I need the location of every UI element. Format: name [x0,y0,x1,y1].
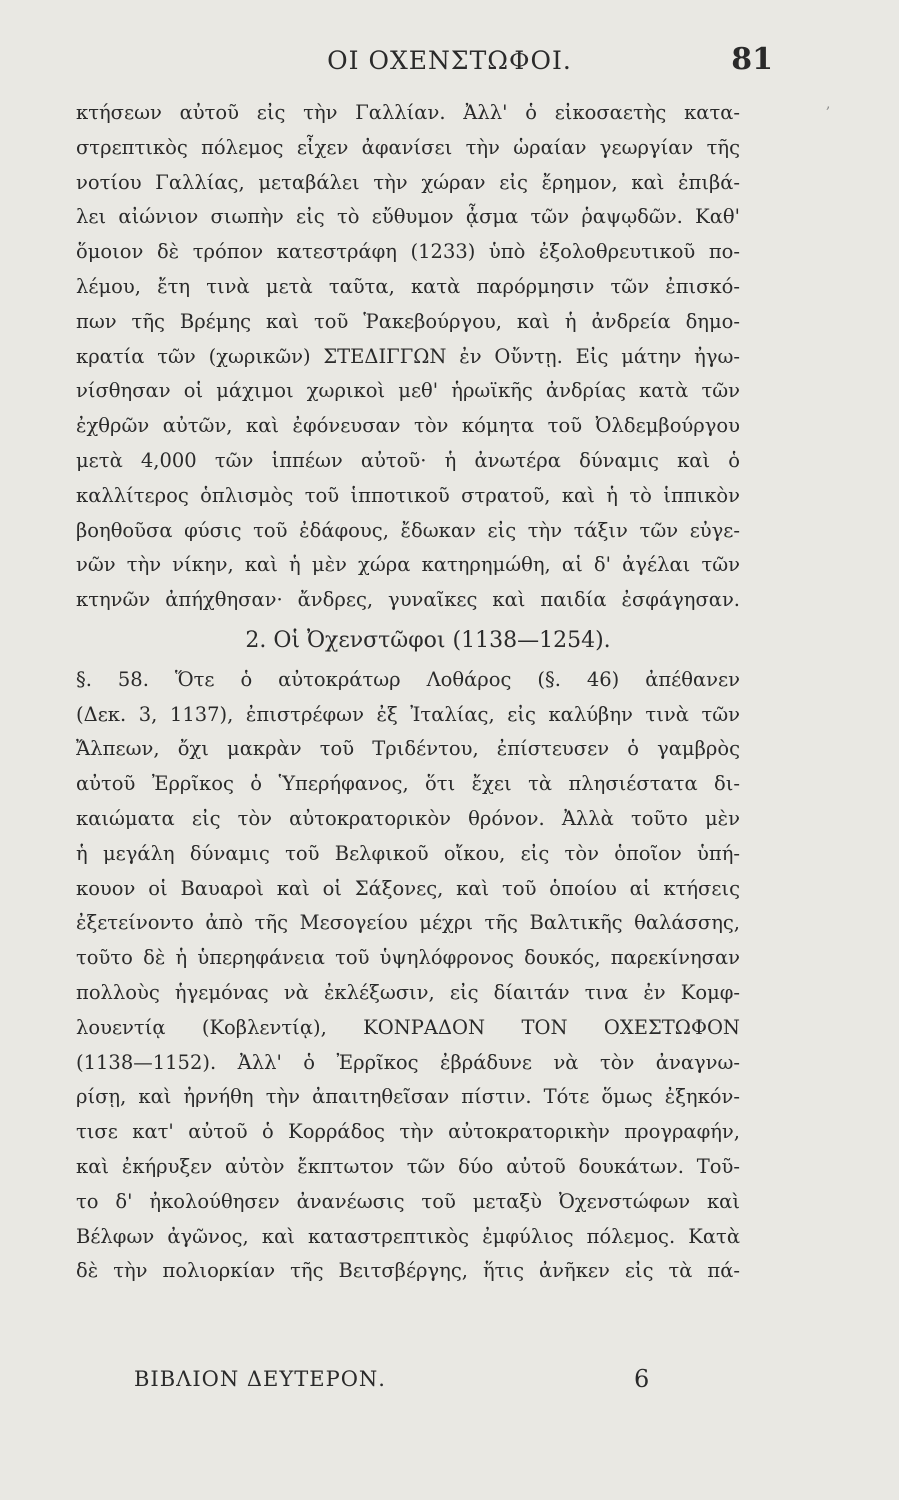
text-line: ἡ μεγάλη δύναμις τοῦ Βελφικοῦ οἴκου, εἰς τὸν ὁποῖον ὑπή- [76,841,740,865]
text-line: (1138—1152). Ἀλλ' ὁ Ἐρρῖκος ἐβράδυνε νὰ τὸν ἀναγνω- [76,1050,740,1074]
text-line: ρίσῃ, καὶ ἠρνήθη τὴν ἀπαιτηθεῖσαν πίστιν. Τότε ὅμως ἐξηκόν- [76,1085,740,1109]
text-line: ὅμοιον δὲ τρόπον κατεστράφη (1233) ὑπὸ ἐξολοθρευτικοῦ πο- [76,240,740,264]
body-text [76,96,740,1289]
text-line: τισε κατ' αὐτοῦ ὁ Κορράδος τὴν αὐτοκρατορικὴν προγραφήν, [76,1120,740,1144]
text-line: καλλίτερος ὁπλισμὸς τοῦ ἱπποτικοῦ στρατοῦ, καὶ ἡ τὸ ἱππικὸν [76,483,740,507]
text-line: νῶν τὴν νίκην, καὶ ἡ μὲν χώρα κατηρημώθη, αἱ δ' ἀγέλαι τῶν [76,553,740,577]
text-line: κρατία τῶν (χωρικῶν) ΣΤΕΔΙΓΓΩΝ ἐν Οὔντῃ. Εἰς μάτην ἠγω- [76,344,740,368]
text-line: μετὰ 4,000 τῶν ἱππέων αὐτοῦ· ἡ ἀνωτέρα δύναμις καὶ ὁ [76,448,740,472]
running-title: ΟΙ ΟΧΕΝΣΤΩΦΟΙ. [327,46,572,75]
signature-mark: 6 [634,1365,650,1393]
margin-mark: , [826,96,831,112]
page-footer [0,1367,899,1407]
text-line: τοῦτο δὲ ἡ ὑπερηφάνεια τοῦ ὑψηλόφρονος δουκός, παρεκίνησαν [76,946,740,970]
text-line: νίσθησαν οἱ μάχιμοι χωρικοὶ μεθ' ἡρωϊκῆς ἀνδρίας κατὰ τῶν [76,379,740,403]
text-line: Βέλφων ἀγῶνος, καὶ καταστρεπτικὸς ἐμφύλιος πόλεμος. Κατὰ [76,1224,740,1248]
text-line: λουεντίᾳ (Κοβλεντίᾳ), ΚΟΝΡΑΔΟΝ ΤΟΝ ΟΧΕΣΤΩΦΟΝ [76,1015,740,1039]
text-line: ἐχθρῶν αὐτῶν, καὶ ἐφόνευσαν τὸν κόμητα τοῦ Ὀλδεμβούργου [76,414,740,438]
text-line: §. 58. Ὅτε ὁ αὐτοκράτωρ Λοθάρος (§. 46) ἀπέθανεν [76,667,740,691]
text-line: κτηνῶν ἀπήχθησαν· ἄνδρες, γυναῖκες καὶ παιδία ἐσφάγησαν. [76,588,740,612]
text-line: το δ' ἠκολούθησεν ἀνανέωσις τοῦ μεταξὺ Ὀχενστώφων καὶ [76,1189,740,1213]
text-line: αὐτοῦ Ἐρρῖκος ὁ Ὑπερήφανος, ὅτι ἔχει τὰ πλησιέστατα δι- [76,772,740,796]
signature-text: ΒΙΒΛΙΟΝ ΔΕΥΤΕΡΟΝ. [134,1367,386,1391]
text-line: πων τῆς Βρέμης καὶ τοῦ Ῥακεβούργου, καὶ ἡ ἀνδρεία δημο- [76,309,740,333]
page-header [0,42,899,82]
text-line: κτήσεων αὐτοῦ εἰς τὴν Γαλλίαν. Ἀλλ' ὁ εἰκοσαετὴς κατα- [76,101,740,124]
section-heading: 2. Οἱ Ὀχενστῶφοι (1138—1254). [245,627,611,653]
text-line: βοηθοῦσα φύσις τοῦ ἐδάφους, ἔδωκαν εἰς τὴν τάξιν τῶν εὐγε- [76,518,740,542]
text-line: δὲ τὴν πολιορκίαν τῆς Βειτσβέργης, ἥτις ἀνῆκεν εἰς τὰ πά- [76,1259,740,1283]
text-line: λέμου, ἔτη τινὰ μετὰ ταῦτα, κατὰ παρόρμησιν τῶν ἐπισκό- [76,274,740,298]
text-line: καιώματα εἰς τὸν αὐτοκρατορικὸν θρόνον. Ἀλλὰ τοῦτο μὲν [76,806,740,830]
text-line: καὶ ἐκήρυξεν αὐτὸν ἔκπτωτον τῶν δύο αὐτοῦ δουκάτων. Τοῦ- [76,1154,740,1178]
text-line: (Δεκ. 3, 1137), ἐπιστρέφων ἐξ Ἰταλίας, εἰς καλύβην τινὰ τῶν [76,702,740,726]
text-line: Ἄλπεων, ὄχι μακρὰν τοῦ Τριδέντου, ἐπίστευσεν ὁ γαμβρὸς [76,737,740,761]
text-line: κουον οἱ Βαυαροὶ καὶ οἱ Σάξονες, καὶ τοῦ ὁποίου αἱ κτήσεις [76,876,740,900]
text-line: νοτίου Γαλλίας, μεταβάλει τὴν χώραν εἰς ἔρημον, καὶ ἐπιβά- [76,170,740,194]
page-number: 81 [731,42,773,77]
text-line: ἐξετείνοντο ἀπὸ τῆς Μεσογείου μέχρι τῆς Βαλτικῆς θαλάσσης, [76,911,740,935]
text-line: λει αἰώνιον σιωπὴν εἰς τὸ εὔθυμον ᾆσμα τῶν ῥαψῳδῶν. Καθ' [76,205,740,229]
text-line: στρεπτικὸς πόλεμος εἶχεν ἀφανίσει τὴν ὡραίαν γεωργίαν τῆς [76,135,740,159]
text-line: πολλοὺς ἡγεμόνας νὰ ἐκλέξωσιν, εἰς δίαιτάν τινα ἐν Κομφ- [76,980,740,1004]
